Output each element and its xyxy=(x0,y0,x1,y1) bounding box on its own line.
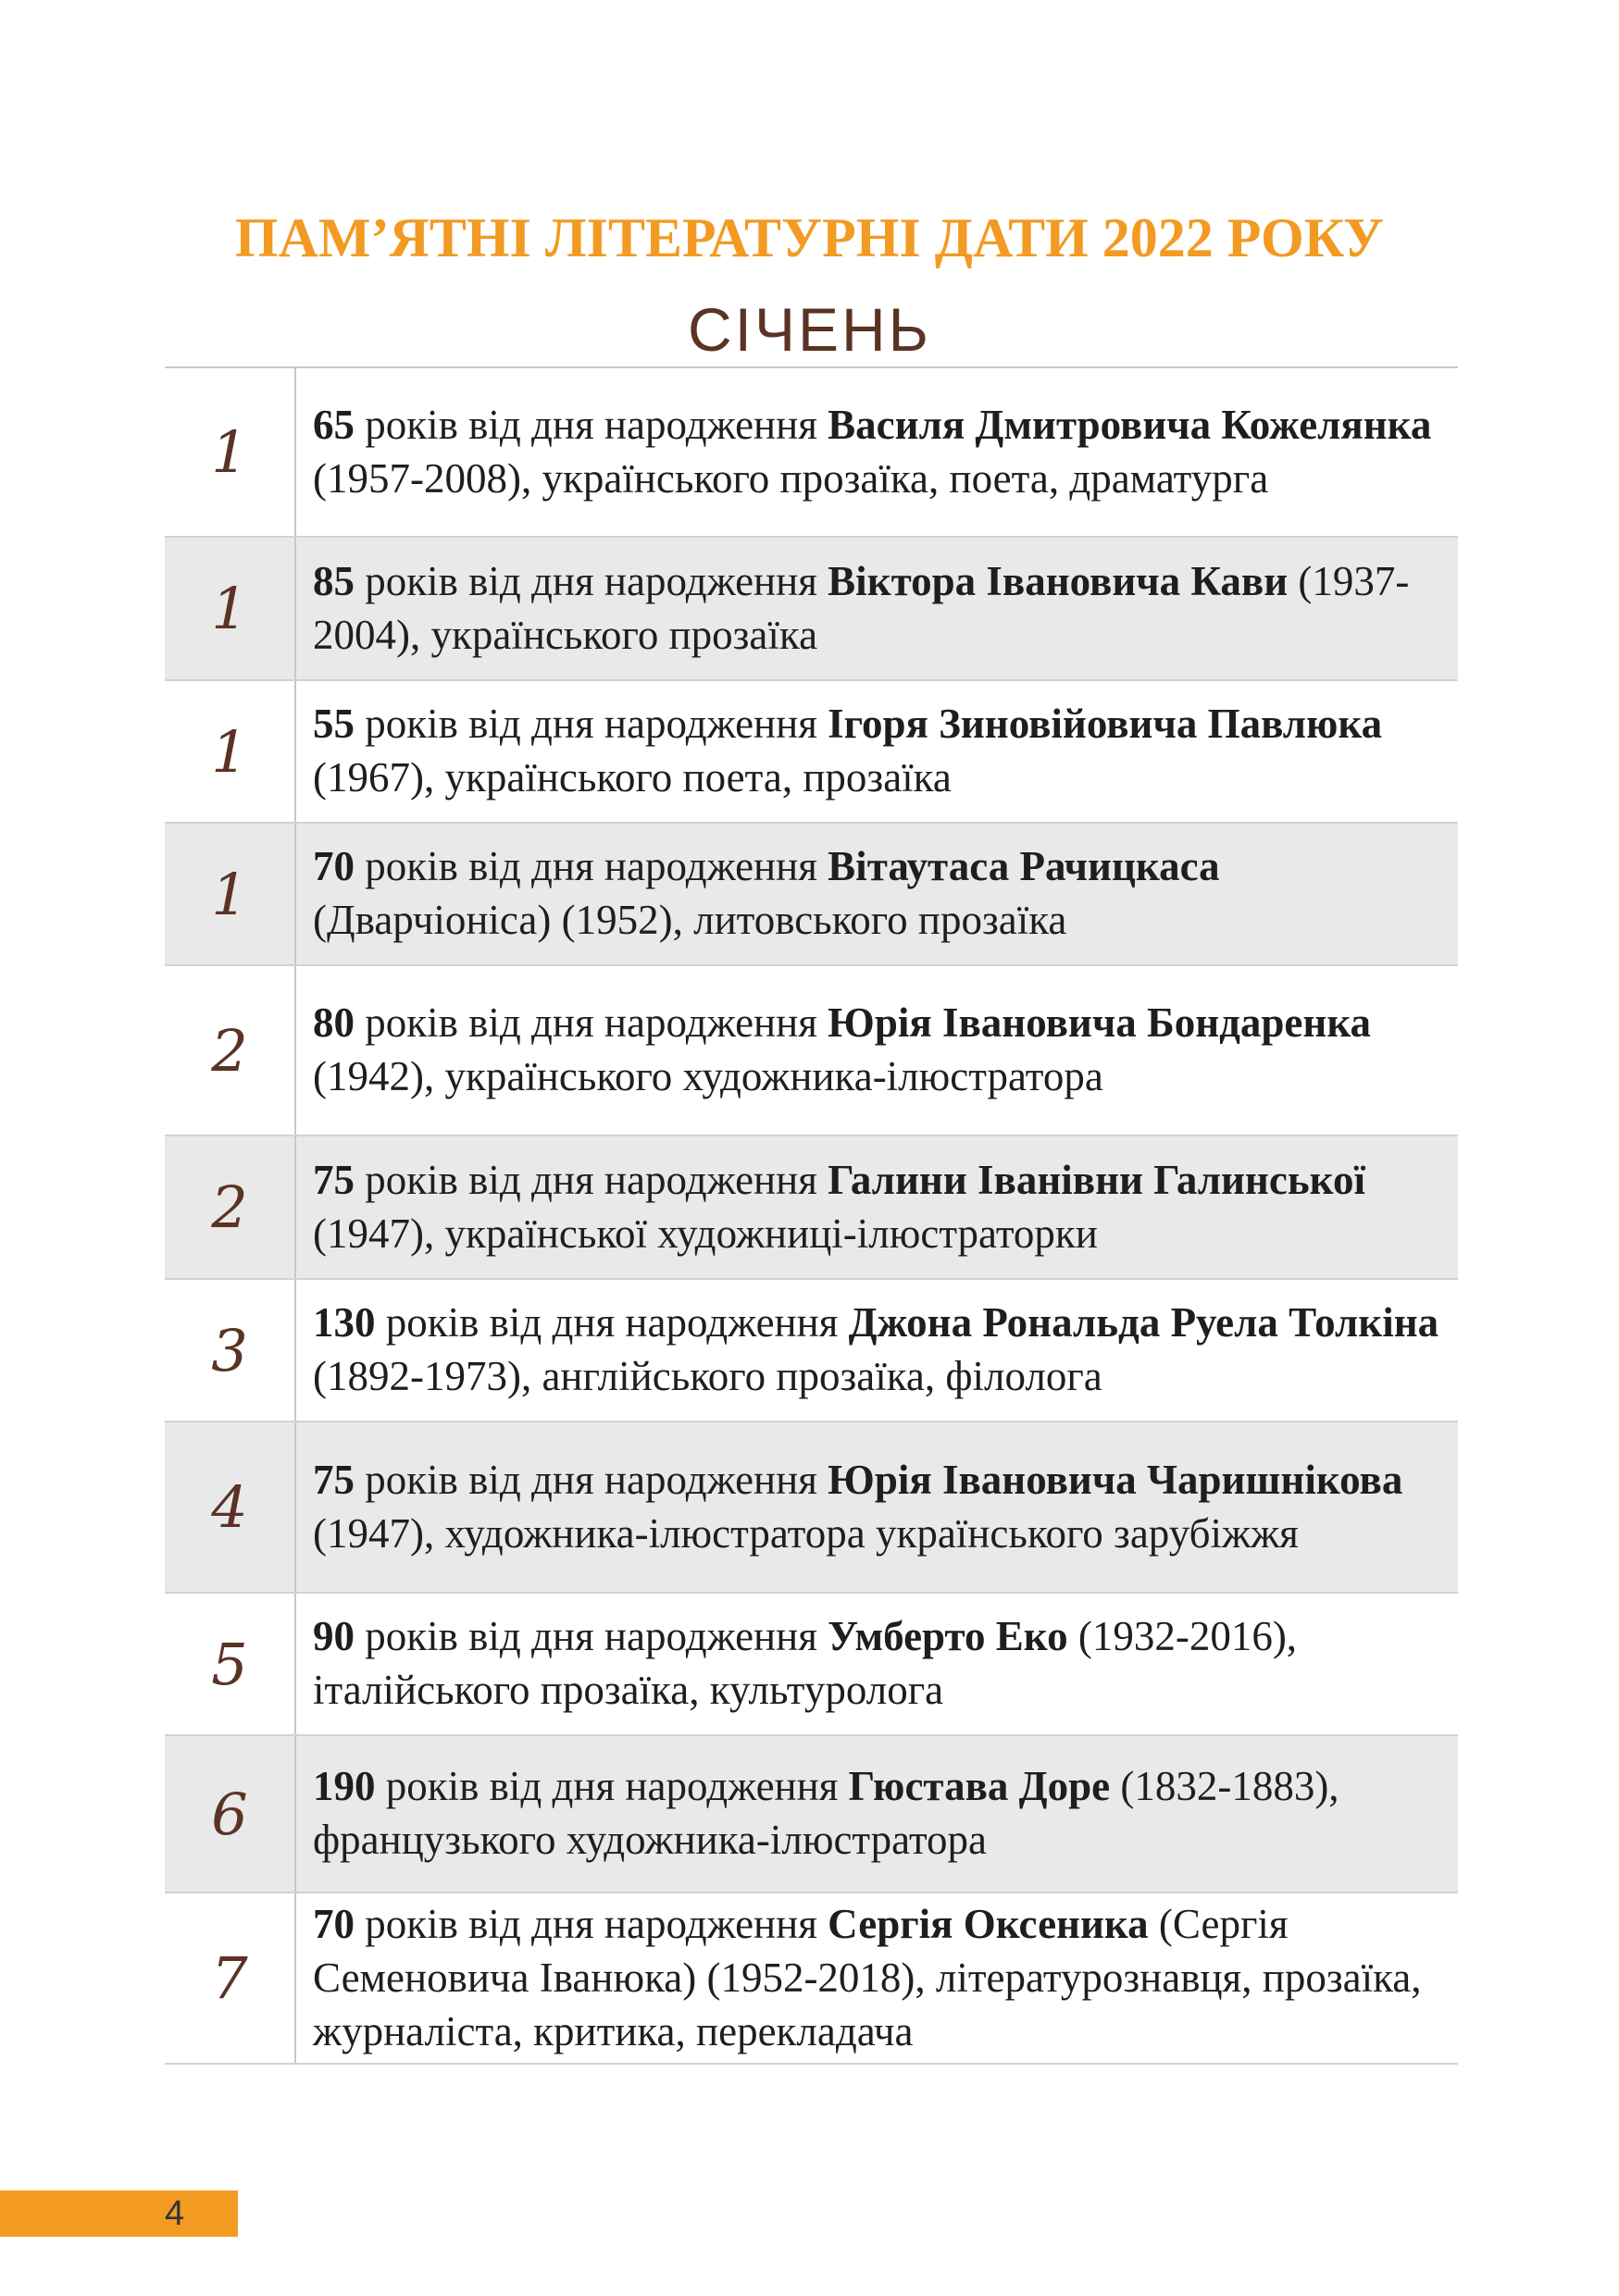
years-count: 85 xyxy=(313,557,355,604)
entry-details: (Сергія Семеновича Іванюка) (1952-2018), літературознавця, прозаїка, журналіста, критика, перекладача xyxy=(313,1900,1422,2054)
entry-phrase: років від дня народження xyxy=(355,1456,828,1503)
day-cell: 6 xyxy=(165,1736,296,1892)
entry-phrase: років від дня народження xyxy=(355,557,828,604)
entry-cell xyxy=(296,538,1458,679)
table-row xyxy=(165,1422,1458,1594)
entry-phrase: років від дня народження xyxy=(355,843,828,889)
table-row xyxy=(165,538,1458,681)
entry-cell xyxy=(296,368,1458,536)
entry-phrase: років від дня народження xyxy=(355,1156,828,1203)
entry-details: (1892-1973), англійського прозаїка, філолога xyxy=(313,1353,1102,1399)
entry-phrase: років від дня народження xyxy=(375,1299,849,1346)
table-row xyxy=(165,1280,1458,1422)
entry-cell xyxy=(296,1136,1458,1278)
table-row xyxy=(165,1736,1458,1893)
day-cell: 1 xyxy=(165,538,296,679)
person-name: Юрія Івановича Бондаренка xyxy=(828,999,1372,1046)
day-cell: 5 xyxy=(165,1594,296,1734)
entry-details: (1942), українського художника-ілюстратора xyxy=(313,1053,1103,1099)
years-count: 90 xyxy=(313,1613,355,1659)
entry-cell xyxy=(296,824,1458,964)
person-name: Сергія Оксеника xyxy=(828,1900,1149,1947)
month-heading: СІЧЕНЬ xyxy=(688,295,931,364)
entry-details: (1932-2016), італійського прозаїка, культуролога xyxy=(313,1613,1298,1713)
entry-details: (1947), художника-ілюстратора українського зарубіжжя xyxy=(313,1509,1299,1557)
dates-table xyxy=(165,366,1458,2065)
entry-phrase: років від дня народження xyxy=(355,701,828,747)
person-name: Ігоря Зиновійовича Павлюка xyxy=(828,701,1383,747)
day-cell: 3 xyxy=(165,1280,296,1421)
person-name: Василя Дмитровича Кожелянка xyxy=(828,401,1432,448)
entry-cell xyxy=(296,1280,1458,1421)
page-title: ПАМ’ЯТНІ ЛІТЕРАТУРНІ ДАТИ 2022 РОКУ xyxy=(234,207,1385,268)
table-row xyxy=(165,368,1458,538)
person-name: Умберто Еко xyxy=(828,1613,1068,1659)
entry-details: (1937-2004), українського прозаїка xyxy=(313,557,1410,658)
table-row xyxy=(165,1136,1458,1280)
entry-details: (1967), українського поета, прозаїка xyxy=(313,754,952,800)
person-name: Віктора Івановича Кави xyxy=(828,557,1289,604)
page-number-bar xyxy=(0,2191,238,2237)
entry-phrase: років від дня народження xyxy=(355,1900,828,1947)
day-cell: 7 xyxy=(165,1893,296,2063)
table-row xyxy=(165,824,1458,966)
entry-details: (Дварчіоніса) (1952), литовського прозаїка xyxy=(313,897,1067,943)
person-name: Гюстава Доре xyxy=(848,1763,1111,1809)
day-cell: 1 xyxy=(165,824,296,964)
person-name: Джона Рональда Руела Толкіна xyxy=(848,1299,1439,1346)
entry-details: (1832-1883), французького художника-ілюстратора xyxy=(313,1763,1339,1863)
day-cell: 4 xyxy=(165,1422,296,1592)
day-cell: 2 xyxy=(165,966,296,1135)
entry-details: (1957-2008), українського прозаїка, поета, драматурга xyxy=(313,454,1269,502)
years-count: 130 xyxy=(313,1299,376,1346)
years-count: 70 xyxy=(313,1900,355,1947)
entry-cell xyxy=(296,1736,1458,1892)
years-count: 75 xyxy=(313,1156,355,1203)
entry-cell xyxy=(296,1594,1458,1734)
years-count: 70 xyxy=(313,843,355,889)
years-count: 75 xyxy=(313,1456,355,1503)
person-name: Галини Іванівни Галинської xyxy=(828,1156,1365,1203)
day-cell: 2 xyxy=(165,1136,296,1278)
table-row xyxy=(165,1893,1458,2065)
entry-cell xyxy=(296,966,1458,1135)
years-count: 80 xyxy=(313,999,355,1046)
table-row xyxy=(165,1594,1458,1736)
entry-phrase: років від дня народження xyxy=(355,401,828,448)
entry-phrase: років від дня народження xyxy=(355,999,828,1046)
entry-cell xyxy=(296,1893,1458,2063)
table-row xyxy=(165,966,1458,1136)
entry-details: (1947), української художниці-ілюстраторки xyxy=(313,1210,1098,1257)
page-number: 4 xyxy=(165,2194,185,2233)
years-count: 190 xyxy=(313,1763,376,1809)
person-name: Юрія Івановича Чаришнікова xyxy=(828,1456,1403,1503)
day-cell: 1 xyxy=(165,681,296,822)
table-row xyxy=(165,681,1458,824)
years-count: 55 xyxy=(313,701,355,747)
entry-phrase: років від дня народження xyxy=(355,1613,828,1659)
person-name: Вітаутаса Рачицкаса xyxy=(828,843,1220,889)
entry-cell xyxy=(296,1422,1458,1592)
entry-phrase: років від дня народження xyxy=(375,1763,849,1809)
day-cell: 1 xyxy=(165,368,296,536)
entry-cell xyxy=(296,681,1458,822)
years-count: 65 xyxy=(313,401,355,448)
